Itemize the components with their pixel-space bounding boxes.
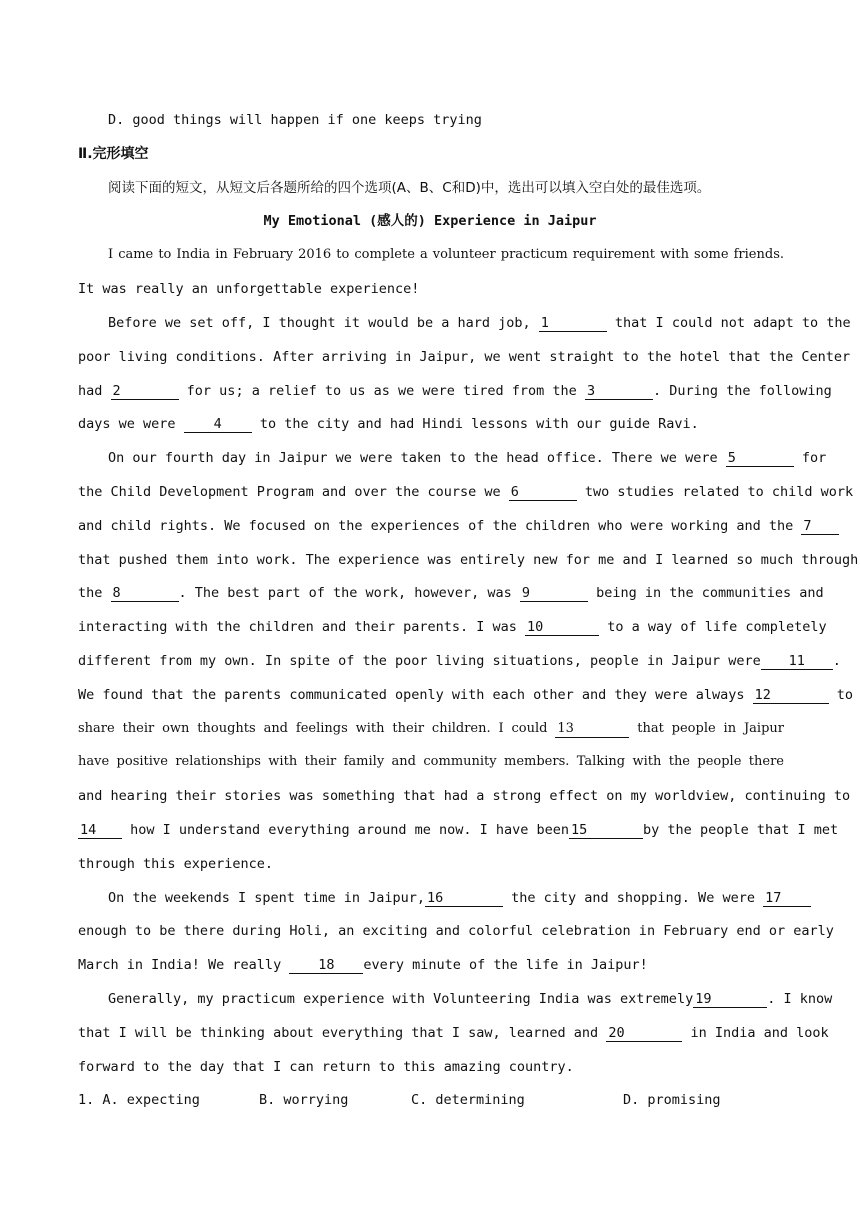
blank-7: 7: [801, 518, 839, 535]
passage-line: On the weekends I spent time in Jaipur, 16 the city and shopping. We were 17: [108, 888, 784, 908]
blank-19: 19: [693, 991, 767, 1008]
blank-8: 8: [111, 585, 179, 602]
blank-5: 5: [726, 450, 794, 467]
passage-line: and child rights. We focused on the experiences of the children who were working and the 7: [78, 516, 784, 536]
option-a[interactable]: A. expecting: [102, 1092, 200, 1108]
blank-6: 6: [509, 484, 577, 501]
option-b[interactable]: B. worrying: [259, 1092, 349, 1108]
passage-line: poor living conditions. After arriving in Jaipur, we went straight to the hotel that the Center: [78, 349, 851, 365]
passage-line: 14 how I understand everything around me now. I have been 15 by the people that I met: [80, 822, 839, 838]
previous-option-d: D. good things will happen if one keeps trying: [108, 112, 482, 128]
passage-title: My Emotional (感人的) Experience in Jaipur: [263, 213, 597, 229]
blank-1: 1: [539, 315, 607, 332]
passage-line: that I will be thinking about everything that I saw, learned and 20 in India and look: [78, 1025, 829, 1041]
passage-line: interacting with the children and their parents. I was 10 to a way of life completely: [78, 619, 827, 635]
passage-line: It was really an unforgettable experience!: [78, 281, 420, 297]
passage-line: share their own thoughts and feelings with their children. I could 13 that people in Jaipur: [78, 721, 784, 736]
passage-line: through this experience.: [78, 856, 274, 872]
passage-line: On our fourth day in Jaipur we were taken to the head office. There we were 5 for: [108, 450, 827, 466]
passage-line: We found that the parents communicated openly with each other and they were always 12 to: [78, 687, 854, 703]
blank-17: 17: [763, 890, 811, 907]
blank-16: 16: [425, 890, 503, 907]
blank-18: 18: [289, 957, 363, 974]
passage-line: have positive relationships with their family and community members. Talking with the people there: [78, 754, 784, 769]
passage-line: that pushed them into work. The experience was entirely new for me and I learned so much through: [78, 552, 859, 568]
blank-13: 13: [555, 721, 629, 738]
option-d[interactable]: D. promising: [623, 1092, 721, 1108]
passage-line: I came to India in February 2016 to complete a volunteer practicum requirement with some friends.: [108, 247, 784, 262]
passage-line: enough to be there during Holi, an exciting and colorful celebration in February end or early: [78, 923, 834, 939]
option-c[interactable]: C. determining: [411, 1092, 525, 1108]
passage-line: and hearing their stories was something that had a strong effect on my worldview, continuing to: [78, 788, 851, 804]
passage-line: March in India! We really 18 every minute of the life in Jaipur!: [78, 957, 648, 973]
blank-20: 20: [606, 1025, 682, 1042]
blank-12: 12: [753, 687, 829, 704]
blank-11: 11: [761, 653, 833, 670]
blank-9: 9: [520, 585, 588, 602]
passage-line: the Child Development Program and over the course we 6 two studies related to child work: [78, 484, 854, 500]
section-heading: Ⅱ.完形填空: [78, 146, 149, 162]
blank-10: 10: [525, 619, 599, 636]
passage-line: days we were 4 to the city and had Hindi lessons with our guide Ravi.: [78, 416, 699, 432]
passage-line: had 2 for us; a relief to us as we were tired from the 3 . During the following: [78, 383, 832, 399]
question-number: 1.: [78, 1092, 95, 1108]
passage-line: different from my own. In spite of the poor living situations, people in Jaipur were 11 .: [78, 653, 841, 669]
passage-line: Before we set off, I thought it would be a hard job, 1 that I could not adapt to the: [108, 315, 851, 331]
passage-line: Generally, my practicum experience with Volunteering India was extremely 19 . I know: [108, 991, 833, 1007]
blank-4: 4: [184, 416, 252, 433]
question-1-row: [78, 1090, 200, 1110]
instructions: 阅读下面的短文，从短文后各题所给的四个选项(A、B、C和D)中，选出可以填入空白处的最佳选项。: [108, 180, 711, 196]
passage-line: forward to the day that I can return to this amazing country.: [78, 1059, 574, 1075]
blank-14: 14: [78, 822, 122, 839]
passage-line: the 8 . The best part of the work, however, was 9 being in the communities and: [78, 585, 824, 601]
blank-2: 2: [111, 383, 179, 400]
blank-3: 3: [585, 383, 653, 400]
blank-15: 15: [569, 822, 643, 839]
